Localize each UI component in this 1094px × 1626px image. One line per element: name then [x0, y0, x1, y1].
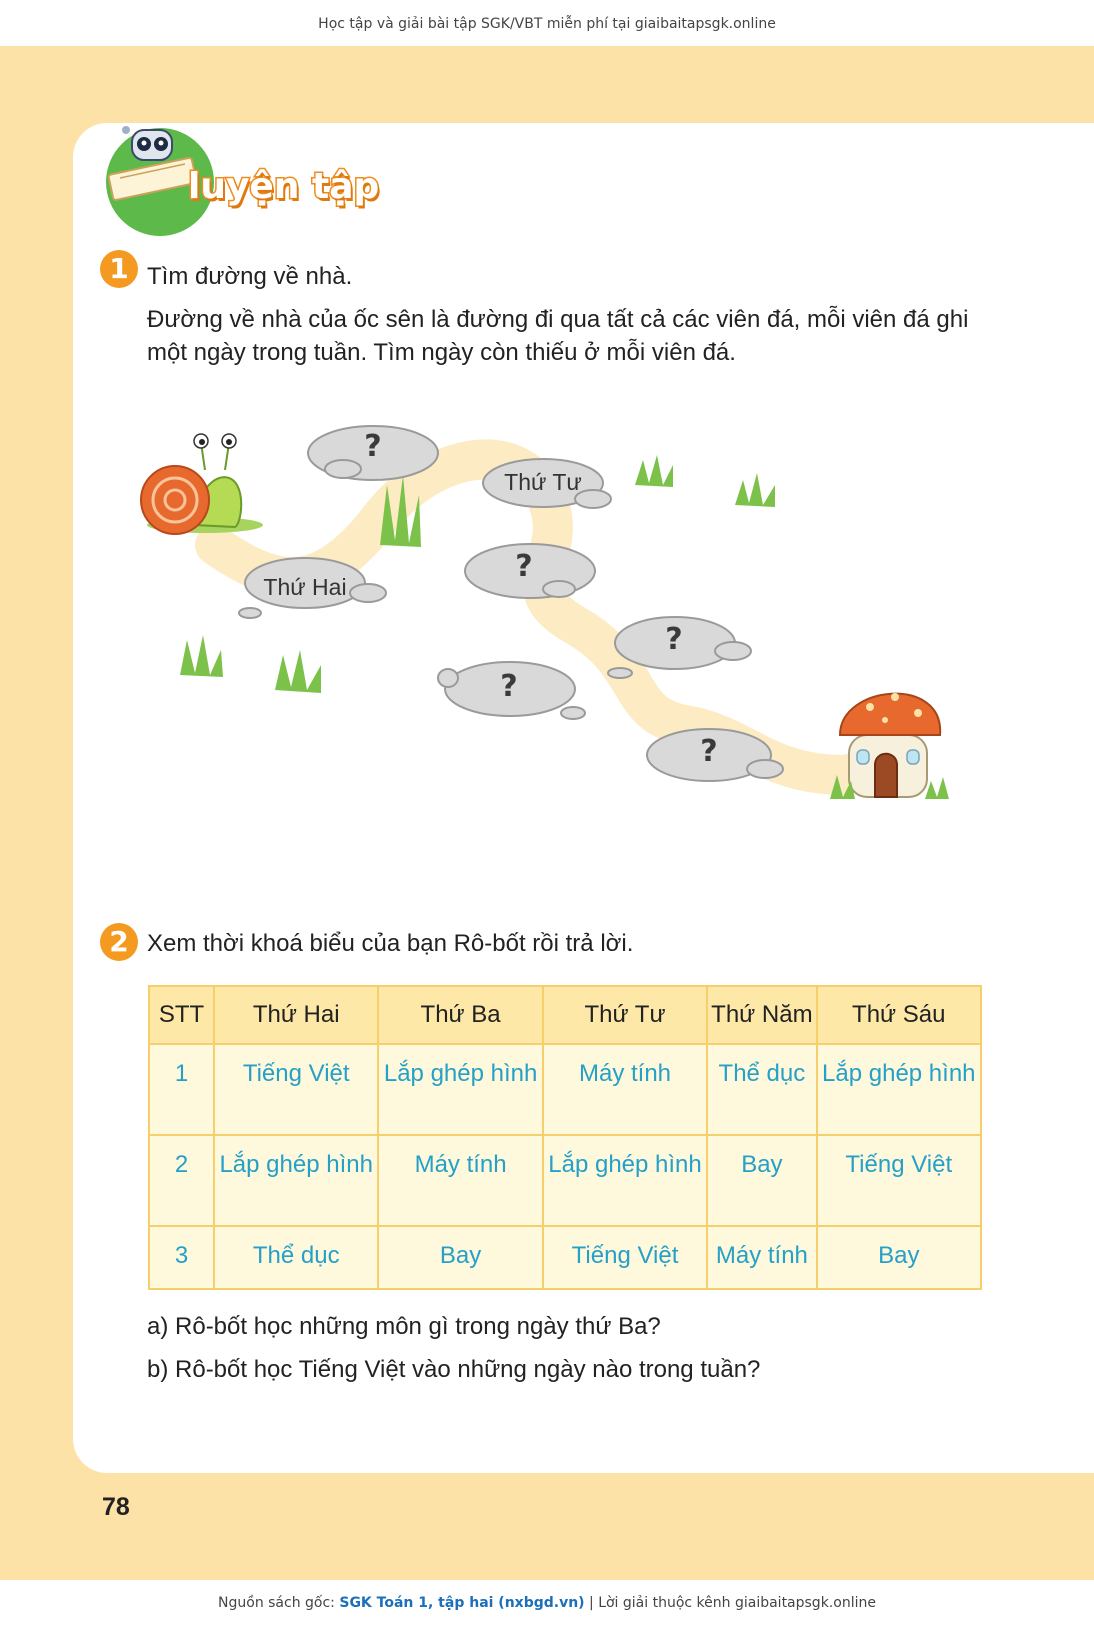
timetable — [148, 985, 982, 1290]
section-title: luyện tập — [188, 166, 380, 207]
table-cell: Tiếng Việt — [817, 1135, 981, 1226]
table-cell: Máy tính — [543, 1044, 707, 1135]
stone-7: ? — [700, 734, 718, 769]
stone-3: Thứ Hai — [263, 574, 347, 600]
table-cell: Bay — [707, 1135, 816, 1226]
header-cell: Thứ Sáu — [817, 986, 981, 1044]
snail-path-illustration — [125, 415, 985, 875]
snail-icon — [141, 434, 263, 534]
header-cell: Thứ Tư — [543, 986, 707, 1044]
page-number: 78 — [102, 1493, 130, 1521]
table-cell: Máy tính — [707, 1226, 816, 1289]
header-cell: STT — [149, 986, 214, 1044]
exercise-2-number: 2 — [100, 923, 138, 961]
page-footer — [0, 1580, 1094, 1626]
footer-prefix: Nguồn sách gốc: — [218, 1595, 340, 1611]
stone-1: ? — [364, 429, 382, 464]
table-cell: Lắp ghép hình — [543, 1135, 707, 1226]
table-cell: Thể dục — [707, 1044, 816, 1135]
exercise-2-title: Xem thời khoá biểu của bạn Rô-bốt rồi trả lời. — [147, 930, 634, 957]
question-a: a) Rô-bốt học những môn gì trong ngày thứ Ba? — [147, 1313, 661, 1340]
table-row — [149, 1226, 981, 1289]
table-cell: Bay — [817, 1226, 981, 1289]
table-row — [149, 1135, 981, 1226]
header-cell: Thứ Năm — [707, 986, 816, 1044]
table-cell: 1 — [149, 1044, 214, 1135]
table-cell: Lắp ghép hình — [378, 1044, 542, 1135]
header-cell: Thứ Ba — [378, 986, 542, 1044]
page-header-note: Học tập và giải bài tập SGK/VBT miễn phí tại giaibaitapsgk.online — [318, 16, 776, 32]
footer-source-link[interactable]: SGK Toán 1, tập hai (nxbgd.vn) — [339, 1595, 585, 1611]
header-cell: Thứ Hai — [214, 986, 378, 1044]
stone-2: Thứ Tư — [504, 469, 582, 495]
exercise-1-title: Tìm đường về nhà. — [147, 263, 353, 290]
table-cell: Máy tính — [378, 1135, 542, 1226]
exercise-1-paragraph: Đường về nhà của ốc sên là đường đi qua tất cả các viên đá, mỗi viên đá ghi một ngày trong tuần. Tìm ngày còn thiếu ở mỗi viên đá. — [147, 306, 969, 366]
question-b: b) Rô-bốt học Tiếng Việt vào những ngày nào trong tuần? — [147, 1356, 761, 1383]
table-cell: Lắp ghép hình — [214, 1135, 378, 1226]
table-cell: 2 — [149, 1135, 214, 1226]
stone-4: ? — [515, 549, 533, 584]
table-cell: Tiếng Việt — [214, 1044, 378, 1135]
table-cell: Lắp ghép hình — [817, 1044, 981, 1135]
table-cell: Bay — [378, 1226, 542, 1289]
table-cell: Thể dục — [214, 1226, 378, 1289]
table-row — [149, 1044, 981, 1135]
table-cell: Tiếng Việt — [543, 1226, 707, 1289]
stone-5: ? — [665, 622, 683, 657]
footer-suffix: | Lời giải thuộc kênh giaibaitapsgk.online — [584, 1595, 876, 1611]
stone-6: ? — [500, 669, 518, 704]
table-header-row — [149, 986, 981, 1044]
exercise-1-number: 1 — [100, 250, 138, 288]
table-cell: 3 — [149, 1226, 214, 1289]
